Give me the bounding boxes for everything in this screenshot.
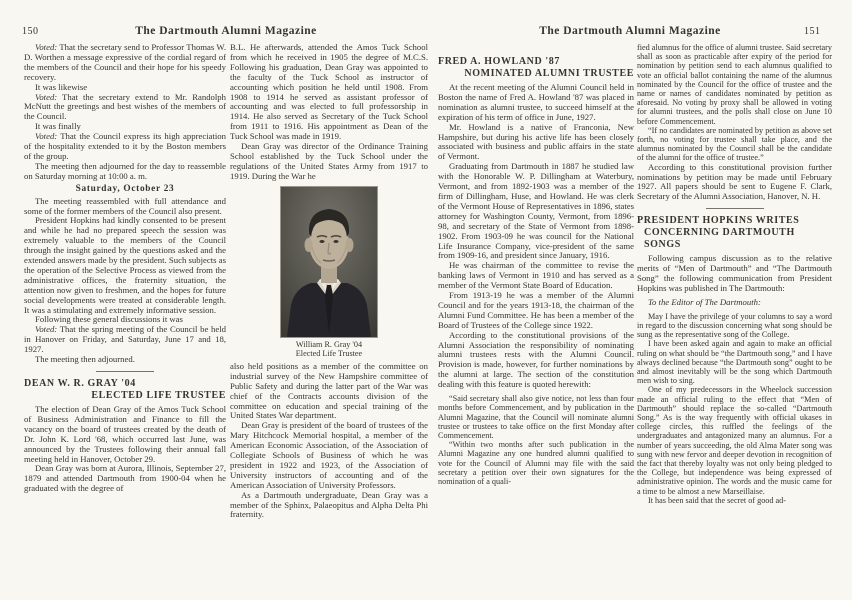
paragraph: It was finally [35, 121, 81, 132]
paragraph: Following campus discussion as to the relative merits of “Men of Dartmouth” and “The Dartmouth Song” the following communication from President Hopkins was published in The Dartmouth: [637, 253, 832, 293]
paragraph-lead: Voted: [35, 91, 58, 102]
paragraph: According to the constitutional provisions of the Alumni Association the responsibility of nominating alumni trustees rests with the Alumni Council. Provision is made, however, for further nominations by the alumni at large. The section of the constitution dealing with this feature is quoted herewith: [438, 329, 634, 390]
paragraph: “Within two months after such publication in the Alumni Magazine any one hundred alumni qualified to vote for the Council of Alumni may file with the said secretary a petition over their own signatures for the nomination of a quali- [438, 440, 634, 486]
paragraph: Dean Gray is president of the board of trustees of the Mary Hitchcock Memorial hospital, a member of the American Economic Association, of the Association of Collegiate Schools of Business of which he was president in 1922 and 1923, of the Association of University instructors of accounting and of the American Association of University Professors. [230, 420, 428, 490]
section-heading [24, 378, 226, 402]
paragraph-lead: Voted: [35, 324, 58, 335]
paragraph: Voted: That the secretary send to Professor Thomas W. D. Worthen a message expressive of the cordial regard of the members of the Council and their hope for his speedy recovery. [24, 42, 226, 82]
paragraph: B.L. He afterwards, attended the Amos Tuck School from which he received in 1905 the degree of M.C.S. Following his graduation, Dean Gray was appointed to the faculty of the Tuck School as instructor of accounting which position he held until 1908. From 1908 to 1914 he served as assistant professor of accounting and was elected to full professorship in 1914. He also served as Secretary of the Tuck School from 1911 to 1916. His appointment as Dean of the Tuck School was made in 1919. [230, 42, 428, 142]
paragraph: Voted: That the secretary extend to Mr. Randolph McNutt the greetings and best wishes of the members of the Council. [24, 91, 226, 122]
paragraph: I have been asked again and again to make an official ruling on what should be “the Dartmouth song,” and I have always declined because “the Dartmouth song” ought to be and almost inevitably will be the song which Dartmouth men wish to sing. [637, 339, 832, 386]
paragraph: President Hopkins had kindly consented to be present and while he had no prepared speech the session was extremely valuable to the members of the Council through the insight gained by the questions asked and the extended answers made by the president. Such subjects as the operation of the Selective Process as viewed from the administrative offices, the fraternity situation, the attention now given to freshmen, and the hopes for future social developments were treated at considerable length. It was a stimulating and extremely informative session. [24, 215, 226, 315]
page-number-left: 150 [22, 26, 39, 37]
portrait-photo [281, 187, 377, 359]
paragraph: The election of Dean Gray of the Amos Tuck School of Business Administration and Finance to fill the vacancy on the board of trustees created by the death of Dr. John K. Lord '68, which occurred last June, was announced by the Trustees following their annual fall meeting held in Hanover, October 29. [24, 404, 226, 464]
section-divider-rule [96, 371, 154, 372]
paragraph: Graduating from Dartmouth in 1887 he studied law with the Honorable W. P. Dillingham at Waterbury, Vermont, and from 1892-1903 was a member of the firm of Dillingham, Huse, and Howland. He was clerk of the Vermont House of Representatives in 1896, states attorney for Washington County, Vermont, from 1896-98, and secretary of the State of Vermont from 1898-1902. From 1903-09 he was council for the National Life Insurance Company, vice-president of the same from 1909-16, and president since January, 1916. [438, 161, 634, 261]
paragraph: It has been said that the secret of good ad- [648, 495, 787, 505]
magazine-title-right: The Dartmouth Alumni Magazine [539, 25, 721, 37]
paragraph: Dean Gray was director of the Ordinance Training School established by the Tuck School under the regulations of the United States Army from 1917 to 1919. During the War he [230, 141, 428, 181]
photo-caption-name: William R. Gray '04 [295, 339, 363, 349]
paragraph-lead: Voted: [35, 131, 58, 142]
paragraph: May I have the privilege of your columns to say a word in regard to the discussion concerning what song should be sung as the representative song of the College. [637, 311, 832, 340]
paragraph: According to this constitutional provision further nominations by petition may be made until February 1927. All papers should be sent to Eugene F. Clark, Secretary of the Alumni Association, Hanover, N. H. [637, 161, 832, 202]
paragraph: As a Dartmouth undergraduate, Dean Gray was a member of the Sphinx, Palaeopitus and Alpha Delta Phi fraternity. [230, 489, 428, 520]
paragraph-lead: Voted: [35, 42, 58, 52]
paragraph: The meeting then adjourned. [35, 354, 135, 365]
section-heading [438, 56, 634, 80]
paragraph: The meeting then adjourned for the day to reassemble on Saturday morning at 10:00 a. m. [24, 160, 226, 181]
paragraph: Voted: That the spring meeting of the Council be held in Hanover on Friday, and Saturday, June 17 and 18, 1927. [24, 324, 226, 355]
photo-caption-title: Elected Life Trustee [295, 349, 363, 359]
paragraph: Voted: That the Council express its high appreciation of the hospitality extended to it by the Boston members of the group. [24, 131, 226, 161]
paragraph: From 1913-19 he was a member of the Alumni Council and for the years 1913-18, the chairman of the Alumni Fund Committee. He has been a member of the Board of Trustees of the College since 1922. [438, 290, 634, 330]
portrait-image [281, 187, 377, 337]
paragraph: At the recent meeting of the Alumni Council held in Boston the name of Fred A. Howland '87 was placed in nomination as alumni trustee, to succeed himself at the expiration of his term of office in June, 1927. [438, 82, 634, 122]
paragraph: One of my predecessors in the Wheelock succession made an official ruling to the effect that “Men of Dartmouth” should replace the so-called “Dartmouth Song.” As is the way frequently with official ukases in college circles, this ruffled the feelings of the undergraduates and antagonized many an alumnus. For a number of years succeeding, the old Alma Mater song was sung with new fervor and deeper devotion in recognition of the fact that thereby loyalty was not only being pledged to the College, but independence was being expressed of administrative opinion. The words and the music came for a time to be almost a new Marseillaise. [637, 385, 832, 496]
magazine-title-left: The Dartmouth Alumni Magazine [135, 25, 317, 37]
left-page-column-2 [230, 43, 428, 520]
section-divider-rule [706, 208, 764, 209]
paragraph: also held positions as a member of the committee on industrial survey of the New Hampshire committee of Public Safety and during the latter part of the War was chief of the Contracts accounts division of the committee on education and special training of the United States War department. [230, 360, 428, 421]
left-page-column-1 [24, 43, 226, 494]
paragraph: He was chairman of the committee to revise the banking laws of Vermont in 1910 and has served as a member of the Vermont State Board of Education. [438, 260, 634, 291]
section-heading-line1: DEAN W. R. GRAY '04 [24, 378, 136, 389]
paragraph: fied alumnus for the office of alumni trustee. Said secretary shall as soon as practicable after expiry of the period for nomination by petition send to each alumnus qualified to vote an official ballot containing the name of the alumnus nominated by the Council for the office of trustee and the name or names of candidates nominated by petition as aforesaid. No voting by proxy shall be allowed in voting for alumni trustees, and the polls shall close on June 10 before Commencement. [637, 43, 832, 126]
section-heading-line1: PRESIDENT HOPKINS WRITES [637, 215, 800, 227]
right-page-column-2 [637, 43, 832, 505]
paragraph: Dean Gray was born at Aurora, Illinois, September 27, 1879 and attended Dartmouth from 1900-04 when he graduated with the degree of [24, 463, 226, 494]
paragraph: Following these general discussions it was [35, 314, 183, 325]
paragraph: “If no candidates are nominated by petition as above set forth, no voting for trustee shall take place, and the alumnus nominated by the Council shall be the candidate of the alumni for the office of trustee.” [637, 125, 832, 163]
paragraph: The meeting reassembled with full attendance and some of the former members of the Council also present. [24, 195, 226, 216]
paragraph: To the Editor of The Dartmouth: [648, 296, 761, 307]
section-heading-line2: ELECTED LIFE TRUSTEE [91, 390, 226, 401]
paragraph: Mr. Howland is a native of Franconia, New Hampshire, but during his active life has been closely associated with business and public affairs in the state of Vermont. [438, 121, 634, 162]
paragraph: “Said secretary shall also give notice, not less than four months before Commencement, and by publication in the Alumni Magazine, that the Council will nominate alumni trustee or trustees to take office on the first Monday after Commencement. [438, 394, 634, 440]
page-number-right: 151 [804, 26, 821, 37]
section-heading-line1: FRED A. HOWLAND '87 [438, 56, 560, 67]
right-page-column-1 [438, 54, 634, 486]
section-heading-line2: NOMINATED ALUMNI TRUSTEE [464, 68, 634, 79]
section-heading-line2: CONCERNING DARTMOUTH SONGS [644, 227, 795, 251]
section-heading [637, 215, 832, 251]
paragraph: It was likewise [35, 81, 88, 92]
date-subheading: Saturday, October 23 [75, 183, 175, 194]
photo-caption [281, 340, 377, 359]
